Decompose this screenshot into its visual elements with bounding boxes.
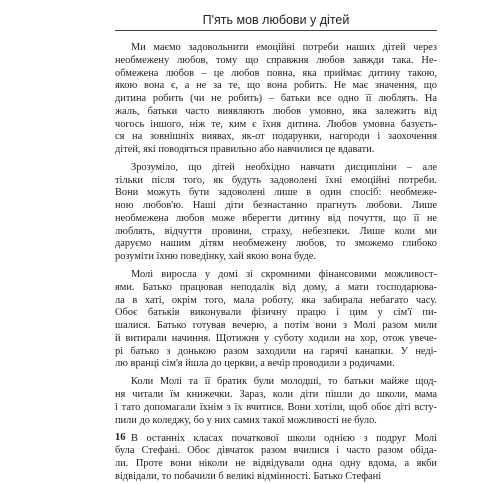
text-line: Ми маємо задовольнити емоційні потреби наших дітей через bbox=[131, 42, 437, 53]
body-text bbox=[115, 42, 437, 484]
text-line: й витирали начиння. Щотижня у суботу ходили на хор, отож увече- bbox=[115, 332, 437, 344]
text-line: ся на зовнішніх виявах, як-от подарунки, нагороди і заохочення bbox=[115, 131, 437, 143]
running-header bbox=[115, 12, 437, 31]
paragraph bbox=[115, 162, 437, 264]
text-line: В останніх класах початкової школи однією з подруг Молі bbox=[131, 432, 437, 444]
text-line: розуміти їхню поведінку, хай якою вона буде. bbox=[115, 251, 316, 263]
text-line: і тато допомагали їхнім з їх вчитися. Вони хотіли, щоб обоє діті всту- bbox=[115, 401, 437, 413]
text-line: була Стефані. Обоє дівчаток разом вчилися і часто разом обіда- bbox=[115, 445, 437, 457]
text-line: Коли Молі та її братик були молодші, то батьки майже щод- bbox=[131, 376, 437, 388]
paragraph bbox=[115, 433, 437, 484]
text-line: шалися. Батько готував вечерю, а потім вони з Молі разом мили bbox=[115, 320, 437, 332]
paragraph bbox=[115, 42, 437, 157]
text-line: даруємо нашим дітям необмежену любов, то зможемо глибоко bbox=[115, 238, 437, 250]
header-rule bbox=[115, 30, 437, 31]
text-line: Обоє батьків виконували фізичну працю і цим у сім'ї пи- bbox=[115, 307, 437, 319]
paragraph bbox=[115, 269, 437, 371]
text-line: необмежена любов може вберегти дитину від почуття, що її не bbox=[115, 212, 437, 224]
text-line: рі батько з донькою разом заходили на гарячі канапки. У неді- bbox=[115, 345, 437, 357]
text-line: обмежена любов – це любов повна, яка приймає дитину такою, bbox=[115, 67, 437, 79]
text-line: тільки після того, як будуть задоволені їхні емоційні потреби. bbox=[115, 174, 437, 186]
paragraph bbox=[115, 376, 437, 427]
text-line: Вони можуть бути задоволені лише в один спосіб: необмеже- bbox=[115, 187, 437, 199]
text-line: Молі виросла у домі зі скромними фінансовими можливост- bbox=[131, 269, 437, 281]
text-line: ла в хаті, окрім того, мала роботу, яка забирала небагато часу. bbox=[115, 294, 437, 306]
text-line: ня читали їм книжечки. Зараз, коли діти пішли до школи, мама bbox=[115, 389, 437, 401]
running-header-title: П'ять мов любови у дітей bbox=[202, 13, 350, 27]
text-line: Зрозуміло, що дітей необхідно навчати дисципліни – але bbox=[131, 161, 437, 173]
text-line: лю вранці сім'я йшла до церкви, а вечір проводили з родичами. bbox=[115, 358, 395, 370]
text-line: якою вона є, а не за те, що вона робить. Не має значення, що bbox=[115, 80, 437, 92]
text-line: ли. Проте вони ніколи не відвідували одна одну вдома, а якби bbox=[115, 458, 437, 469]
text-line: люблять, відчуття провини, страху, небезпеки. Лише коли ми bbox=[115, 225, 437, 237]
text-line: дітей, які поводяться правильно або навчилися це вдавати. bbox=[115, 144, 375, 155]
page-number: 16 bbox=[115, 432, 126, 443]
text-line: ною любов'ю. Наші діти безнастанно прагнуть любови. Лише bbox=[115, 200, 437, 212]
text-line: пили до коледжу, бо у них самих такої можливості не було. bbox=[115, 414, 377, 426]
text-line: чогось іншого, ніж те, ким є їхня дитина. Любов умовна базуєть- bbox=[115, 118, 437, 130]
text-line: жаль, батьки часто виявляють любов умовно, яка залежить від bbox=[115, 105, 437, 117]
text-line: ями. Батько працював неподалік від дому, а мати господарюва- bbox=[115, 281, 437, 293]
text-line: дитина робить (чи не робить) – батьки все одно її люблять. На bbox=[115, 93, 437, 104]
text-line: необмежену любов, тому що справжня любов завжди така. Не- bbox=[115, 54, 437, 66]
text-line: відвідали, то побачили б великі відмінності. Батько Стефані bbox=[115, 470, 382, 482]
